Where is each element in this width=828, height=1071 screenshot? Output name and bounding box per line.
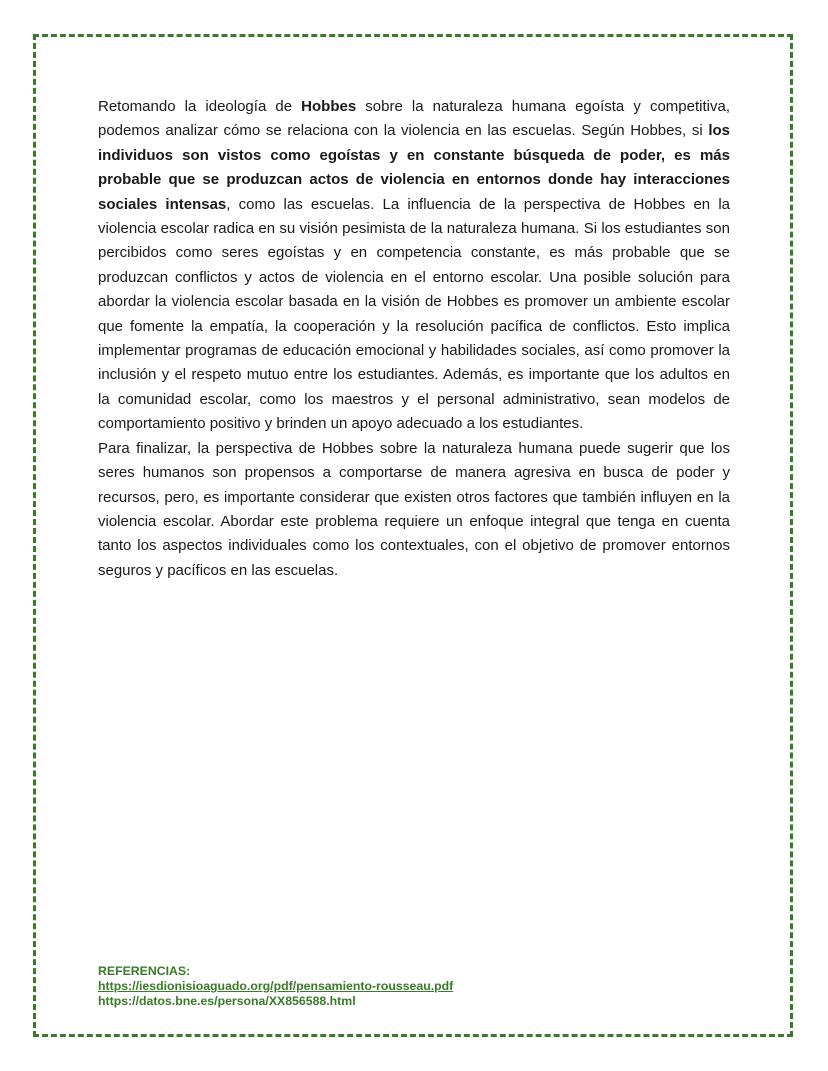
paragraph-hobbes-analysis (98, 95, 730, 437)
paragraph1-text-c: , como las escuelas. La influencia de la perspectiva de Hobbes en la violencia escolar radica en su visión pesimista de la naturaleza humana. Si los estudiantes son percibidos como seres egoístas y en competencia constante, es más probable que se produzcan conflictos y actos de violencia en el entorno escolar. Una posible solución para abordar la violencia escolar basada en la visión de Hobbes es promover un ambiente escolar que fomente la empatía, la cooperación y la resolución pacífica de conflictos. Esto implica implementar programas de educación emocional y habilidades sociales, así como promover la inclusión y el respeto mutuo entre los estudiantes. Además, es importante que los adultos en la comunidad escolar, como los maestros y el personal administrativo, sean modelos de comportamiento positivo y brinden un apoyo adecuado a los estudiantes. (98, 195, 731, 433)
reference-link-rousseau[interactable]: https://iesdionisioaguado.org/pdf/pensamiento-rousseau.pdf (98, 979, 454, 993)
document-body (98, 95, 730, 583)
references-heading: REFERENCIAS: (98, 964, 191, 978)
paragraph1-bold-hobbes: Hobbes (301, 98, 357, 115)
reference-link-bne[interactable]: https://datos.bne.es/persona/XX856588.html (98, 994, 356, 1008)
paragraph-conclusion: Para finalizar, la perspectiva de Hobbes sobre la naturaleza humana puede sugerir que los seres humanos son propensos a comportarse de manera agresiva en busca de poder y recursos, pero, es importante considerar que existen otros factores que también influyen en la violencia escolar. Abordar este problema requiere un enfoque integral que tenga en cuenta tanto los aspectos individuales como los contextuales, con el objetivo de promover entornos seguros y pacíficos en las escuelas. (98, 439, 730, 579)
paragraph1-text-b: sobre la naturaleza humana egoísta y competitiva, podemos analizar cómo se relaciona con la violencia en las escuelas. Según Hobbes, si (98, 98, 730, 140)
paragraph1-text-a: Retomando la ideología de (98, 98, 302, 115)
paragraph1-bold-claim: los individuos son vistos como egoístas y en constante búsqueda de poder, es más probable que se produzcan actos de violencia en entornos donde hay interacciones sociales intensas (98, 122, 730, 213)
references-section (98, 964, 738, 1009)
